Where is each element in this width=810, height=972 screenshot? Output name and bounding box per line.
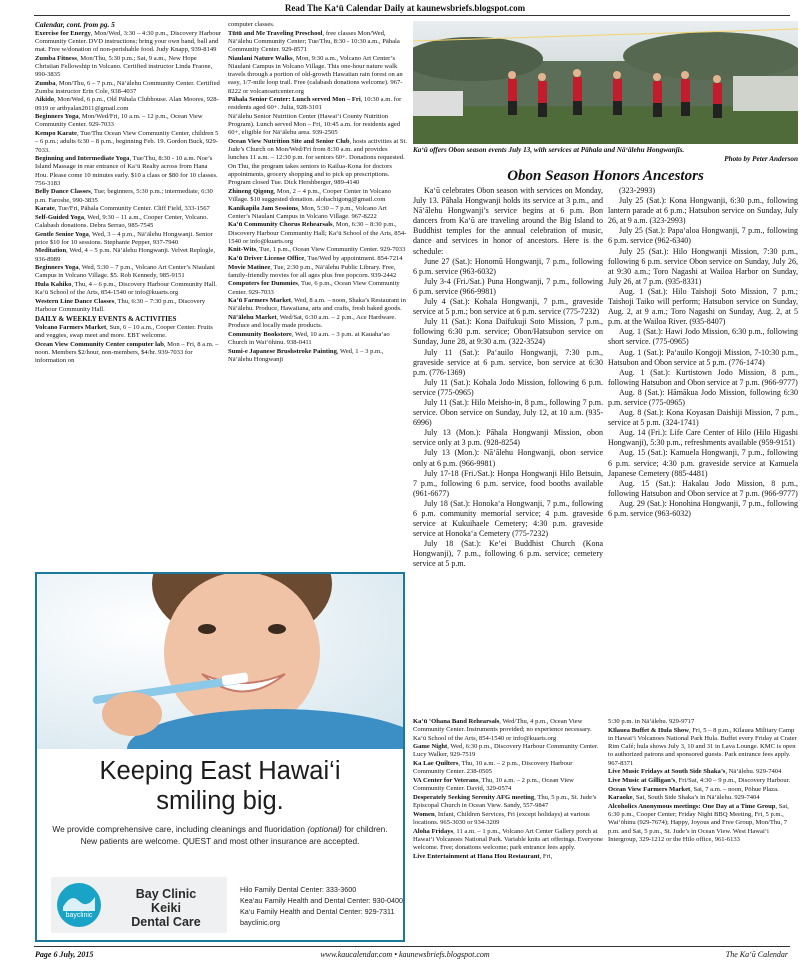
list-item: Aug. 15 (Sat.): Kamuela Hongwanji, 7 p.m., following 6 p.m. service; 4:30 p.m. graveside service at Kamuela Japanese Cemetery (885-4481) <box>608 448 798 478</box>
list-item: Volcano Farmers Market, Sun, 6 – 10 a.m., Cooper Center. Fruits and veggies, swap meet and more. EBT welcome. <box>35 323 213 339</box>
list-item: Beginners Yoga, Mon/Wed/Fri, 10 a.m. – 12 p.m., Ocean View Community Center. 929-7033 <box>35 113 203 129</box>
calendar-cont-title: Calendar, cont. from pg. 5 <box>35 21 115 29</box>
list-item: Aug. 15 (Sat.): Hakalau Jodo Mission, 8 p.m., following Hatsubon and Obon service at 7 p.m. (966-9777) <box>608 478 798 498</box>
list-item: July 18 (Sat.): Honoka‘a Hongwanji, 7 p.m., following 6 p.m. community memorial service; 4 p.m. graveside service at Kukuihaele Cemetery; 4:30 p.m. graveside service at Honoka‘a Cemetery (775-7232) <box>413 498 603 539</box>
list-item: Tūtū and Me Traveling Preschool, free classes Mon/Wed, Nā‘ālehu Community Center; Tue/Thu, 8:30 - 10:30 a.m., Pāhala Community Center. 929-8571 <box>228 29 400 54</box>
list-item: Gentle Senior Yoga, Wed, 3 – 4 p.m., Nā‘ālehu Hongwanji. Senior price $10 for 10 sessions. Stephanie Pepper, 937-7940 <box>35 230 213 246</box>
calendar-column-3 <box>413 718 603 944</box>
daily-weekly-heading: DAILY & WEEKLY EVENTS & ACTIVITIES <box>35 315 177 324</box>
list-item: Desperately Seeking Serenity AFG meeting, Thu, 5 p.m., St. Jude’s Episcopal Church in Ocean View. Sandy, 557-9847 <box>413 793 597 810</box>
ad-body-part-1: We provide comprehensive care, including cleanings and fluoridation <box>52 824 305 834</box>
list-item: Ocean View Community Center computer lab, Mon – Fri, 8 a.m. – noon. Members $2/hour, non-members, $4/hr. 939-7033 for information on <box>35 340 219 365</box>
obon-article-column-1 <box>413 186 603 706</box>
list-item: July 3-4 (Fri./Sat.) Puna Hongwanji, 7 p.m., following 6 p.m. service (966-9981) <box>413 276 603 296</box>
ad-contact-line: Kea‘au Family Health and Dental Center: 930-0400 <box>240 896 404 905</box>
list-item: Nā‘ālehu Senior Nutrition Center (Hawai‘i County Nutrition Program). Lunch served Mon – Fri, 10:45 a.m. for residents aged 60+, eligible for Nā‘ālehu area. 939-2505 <box>228 112 401 137</box>
photo-credit: Photo by Peter Anderson <box>724 155 798 163</box>
list-item: Aloha Fridays, 11 a.m. – 1 p.m., Volcano Art Center Gallery porch at Hawai‘i Volcanoes National Park. Variable knits art offerings. Everyone welcome. Free; donations welcome; park entrance fees apply. <box>413 827 603 852</box>
list-item: Zhineng Qigong, Mon, 2 – 4 p.m., Cooper Center in Volcano Village. $10 suggested donation. alohachigong@gmail.com <box>228 187 391 204</box>
list-item: Women, Infant, Children Services, Fri (except holidays) at various locations. 965-3030 or 934-3209 <box>413 810 590 827</box>
list-item: June 27 (Sat.): Honomū Hongwanji, 7 p.m., following 6 p.m. service (963-6032) <box>413 256 603 276</box>
list-item: Sumi-e Japanese Brushstroke Painting, Wed, 1 – 3 p.m., Nā‘ālehu Hongwanji <box>228 347 384 363</box>
list-item: Pāhala Senior Center: Lunch served Mon – Fri, 10:30 a.m. for residents aged 60+. Julia, 928-3101 <box>228 96 402 112</box>
list-item: Aug. 8 (Sat.): Kona Koyasan Daishiji Mission, 7 p.m., service at 5 p.m. (324-1741) <box>608 408 798 428</box>
list-item: Live Entertainment at Hana Hou Restaurant, Fri, <box>413 852 553 860</box>
obon-photo-illustration <box>413 21 798 144</box>
list-item: Exercise for Energy, Mon/Wed, 3:30 – 4:30 p.m., Discovery Harbour Community Center. DVD instructions; bring your own band, ball and mat. Free w/donation of non-perishable food. Judy Knapp, 939-8149 <box>35 29 222 54</box>
list-item: July 11 (Sat.): Kona Daifukuji Soto Mission, 7 p.m., following 6:30 p.m. service; Obon/Hatsubon service on Sunday, June 28, at 9:30 a.m. (322-3524) <box>413 317 603 347</box>
list-item: Community Bookstore, Wed, 10 a.m. – 3 p.m. at Kauaha‘ao Church in Wai‘ōhinu. 938-0411 <box>228 330 390 346</box>
obon-article-column-2 <box>608 186 798 706</box>
brand-line-1: Bay Clinic <box>135 887 197 901</box>
bay-clinic-brand <box>111 887 221 929</box>
list-item: Zumba Fitness, Mon/Thu, 5:30 p.m.; Sat, 9 a.m., New Hope Christian Fellowship in Volcano. Certified instructor Linda Fraone, 990-3835 <box>35 54 213 79</box>
list-item: Aug. 1 (Sat.): Hilo Taishoji Soto Mission, 7 p.m.; Taishoji Taiko will perform; Hatsubon service on Sunday, Aug. 2, at 9 a.m.; Toro Nagashi on Sunday, Aug. 2, at 5 p.m. at the Wailoa River. (935-8407) <box>608 286 798 327</box>
list-item: Aug. 29 (Sat.): Honohina Hongwanji, 7 p.m., following 6 p.m. service (963-6032) <box>608 498 798 518</box>
obon-dancers-photo <box>413 21 798 144</box>
list-item: July 25 (Sat.): Papa‘aloa Hongwanji, 7 p.m., following 6 p.m. service (962-6340) <box>608 226 798 246</box>
list-item: Nā‘ālehu Market, Wed/Sat, 6:30 a.m. – 2 p.m., Ace Hardware. Produce and locally made products. <box>228 313 397 330</box>
bay-clinic-logo-box <box>51 877 227 933</box>
list-item: Ka‘ū Community Chorus Rehearsals, Mon, 6:30 – 8:30 p.m., Discovery Harbour Community Hall; Ka‘ū School of the Arts, 854-1540 or info@kuarts.org <box>228 221 407 245</box>
list-item: Aug. 1 (Sat.): Hawi Jodo Mission, 6:30 p.m., following short service. (775-0965) <box>608 327 798 347</box>
list-item: (323-2993) <box>619 186 655 195</box>
list-item: Live Music at Gilligan’s, Fri/Sat, 4:30 – 9 p.m., Discovery Harbour. <box>608 776 791 784</box>
list-item: Zumba, Mon/Thu, 6 – 7 p.m., Nā‘ālehu Community Center. Certified Zumba instructor Erin Cole, 938-4037 <box>35 79 220 95</box>
list-item: VA Center for Veterans, Thu, 10 a.m. – 2 p.m., Ocean View Community Center. David, 329-0574 <box>413 776 574 793</box>
list-item: Computers for Dummies, Tue, 6 p.m., Ocean View Community Center. 929-7033 <box>228 280 400 296</box>
list-item: Kanikapila Jam Sessions, Mon, 5:30 – 7 p.m., Volcano Art Center’s Niaulani Campus in Volcano Village. 967-8222 <box>228 204 387 220</box>
ad-headline-line-1: Keeping East Hawai‘i <box>99 757 341 785</box>
bay-clinic-ad <box>35 572 405 942</box>
list-item: Movie Matinee, Tue, 2:30 p.m., Nā‘ālehu Public Library. Free, family-friendly movies for all ages plus free popcorn. 939-2442 <box>228 263 397 279</box>
list-item: Aug. 8 (Sat.): Hāmākua Jodo Mission, following 6:30 p.m. service (775-0965) <box>608 387 798 407</box>
ad-contact-line[interactable]: bayclinic.org <box>240 918 280 927</box>
ad-body-part-2: for children. New patients are welcome. QUEST and most other insurance are accepted. <box>80 824 388 846</box>
list-item: July 25 (Sat.): Hilo Hongwanji Mission, 7:30 p.m., following 6 p.m. service Obon service on Sunday, July 26, at 9:30 a.m.; Toro Nagashi at Wailoa Harbor on Sunday, July 26, at 7 p.m. (935-8331) <box>608 246 798 286</box>
list-item: Beginners Yoga, Wed, 5:30 – 7 p.m., Volcano Art Center’s Niaulani Campus in Volcano Village. $5. Rob Kennedy, 985-9151 <box>35 264 215 280</box>
list-item: Aikido, Mon/Wed, 6 p.m., Old Pāhala Clubhouse. Alan Moores, 928-0919 or artbyalan2011@gmail.com <box>35 96 219 112</box>
list-item: July 13 (Mon.): Pāhala Hongwanji Mission, obon service only at 3 p.m. (928-8254) <box>413 428 603 448</box>
ad-headline-line-2: smiling big. <box>156 787 284 815</box>
list-item: July 13 (Mon.): Nā‘ālehu Hongwanji, obon service only at 6 p.m. (966-9981) <box>413 448 603 468</box>
bay-clinic-logo-text: bayclinic <box>65 912 93 919</box>
calendar-column-4 <box>608 718 798 944</box>
footer-urls: www.kaucalendar.com • kaunewsbriefs.blogspot.com <box>320 950 490 959</box>
ad-contact-line: Ka‘u Family Health and Dental Center: 929-7311 <box>240 907 395 916</box>
list-item: Belly Dance Classes, Tue; beginners, 5:30 p.m.; intermediate, 6:30 p.m. Faroshe, 990-3835 <box>35 188 213 204</box>
list-item: July 11 (Sat.): Pa‘auilo Hongwanji, 7:30 p.m., graveside service at 6 p.m. service, bon service at 6:30 p.m. (776-1369) <box>413 347 603 377</box>
list-item: Ka‘ū celebrates Obon season with services on Monday, July 13. Pāhala Hongwanji holds its service at 3 p.m., and Nā‘ālehu Hongwanji’s service begins at 6 p.m. Bon dancers from Ka‘ū are traveling around the Big Island to Buddhist temples for the annual celebration of music, dance and services in honor of ancestors. Here is the schedule: <box>413 186 603 256</box>
brand-line-3: Dental Care <box>131 915 201 929</box>
list-item: July 25 (Sat.): Kona Hongwanji, 6:30 p.m., following lantern parade at 6 p.m.; Hatsubon service on Sunday, July 26, at 9 a.m. (323-2993) <box>608 196 798 226</box>
list-item: Aug. 14 (Fri.): Life Care Center of Hilo (Hilo Higashi Hongwanji), 5:30 p.m., refreshments available (959-9151) <box>608 428 798 448</box>
ad-contact-line: Hilo Family Dental Center: 333-3600 <box>240 885 357 894</box>
footer-page-date: Page 6 July, 2015 <box>35 950 94 959</box>
ad-body-optional: (optional) <box>307 824 342 834</box>
smiling-child-illustration <box>37 574 403 749</box>
list-item: Karaoke, Sat, South Side Shaka’s in Nā‘ālehu. 929-7404 <box>608 794 760 802</box>
list-item: July 11 (Sat.): Kohala Jodo Mission, following 6 p.m. service (775-0965) <box>413 377 603 397</box>
footer-paper-name: The Ka‘ū Calendar <box>725 950 788 959</box>
photo-caption <box>413 146 798 164</box>
list-item: Kempo Karate, Tue/Thu Ocean View Community Center, children 5 – 6 p.m.; adults 6:30 – 8 p.m., beginning Feb. 19. Gordon Buck, 929-7033. <box>35 130 219 154</box>
calendar-column-2 <box>228 21 409 565</box>
ad-body-text <box>51 824 389 847</box>
list-item: July 18 (Sat.): Ke‘ei Buddhist Church (Kona Hongwanji), 7 p.m., following 6 p.m. service; cemetery service at 5 p.m. <box>413 539 603 569</box>
wave-icon <box>57 883 101 927</box>
list-item: Ka‘ū Farmers Market, Wed, 8 a.m. – noon, Shaka’s Restaurant in Nā‘ālehu. Produce, Hawaiiana, arts and crafts, fresh baked goods. <box>228 297 406 313</box>
photo-caption-text: Ka‘ū offers Obon season events July 13, with services at Pāhala and Nā‘ālehu Hongwanjis. <box>413 146 685 154</box>
calendar-column-1 <box>35 21 222 565</box>
calendar-list-1 <box>35 30 222 315</box>
list-item: Western Line Dance Classes, Thu, 6:30 – 7:30 p.m., Discovery Harbour Community Hall. <box>35 297 206 313</box>
list-item: Hula Kahiko, Thu, 4 – 6 p.m., Discovery Harbour Community Hall. Ka‘ū School of the Arts, 854-1540 or info@kuarts.org <box>35 280 217 297</box>
header-rule <box>34 15 790 16</box>
list-item: Live Music Fridays at South Side Shaka’s, Nā‘ālehu. 929-7404 <box>608 768 782 776</box>
list-item: July 4 (Sat.): Kohala Hongwanji, 7 p.m., graveside service at 5 p.m.; bon service at 6 p.m. service (775-7232) <box>413 297 603 317</box>
ad-headline <box>37 756 403 816</box>
footer-rule <box>34 946 790 947</box>
list-item: July 17-18 (Fri./Sat.): Honpa Hongwanji Hilo Betsuin, 7 p.m., following 6 p.m. service, food booths available (961-6677) <box>413 468 603 498</box>
list-item: Niaulani Nature Walks, Mon, 9:30 a.m., Volcano Art Center’s Niaulani Campus in Volcano Village. This one-hour nature walk travels through a portion of old-growth Hawaiian rain forest on an easy, 1/7-mile loop trail. Free (calabash donations welcome). 967-8222 or volcanoartcenter.org <box>228 54 403 95</box>
list-item: Ocean View Nutrition Site and Senior Club, hosts activities at St. Jude’s Church on Mon/Wed/Fri from 8:30 a.m. and provides lunches 11 a.m. – 12:30 p.m. for seniors 60+. Donations requested. On Thu, the program takes seniors to Kailua-Kona for doctors appointments, grocery shopping and to pick up prescriptions. Program closed Tue. Dick Hershberger, 989-4140 <box>228 137 408 187</box>
list-item: Ocean View Farmers Market, Sat, 7 a.m. – noon, Pōhue Plaza. <box>608 785 779 793</box>
list-item: Ka‘ū ‘Ohana Band Rehearsals, Wed/Thu, 4 p.m., Ocean View Community Center. Instruments provided; no experience necessary. Ka‘ū School of the Arts, 854-1540 or info@kuarts.org <box>413 718 592 742</box>
list-item: 5:30 p.m. in Nā‘ālehu. 929-9717 <box>608 718 695 725</box>
list-item: Kīlauea Buffet & Hula Show, Fri, 5 – 8 p.m., Kīlauea Military Camp in Hawai‘i Volcanoes National Park Hula. Buffet every Friday at Crater Rim Café; hula shows July 3, 10 and 31 in Lava Lounge. KMC is open to authorized patrons and sponsored guests. Park entrance fees apply. 967-8371 <box>608 726 797 767</box>
calendar-list-3 <box>228 21 409 364</box>
list-item: July 11 (Sat.): Hilo Meisho-in, 8 p.m., following 7 p.m. service. Obon service on Sunday, July 12, at 10 a.m. (935-6996) <box>413 397 603 428</box>
bay-clinic-logo-icon <box>57 883 101 927</box>
list-item: Game Night, Wed, 6:30 p.m., Discovery Harbour Community Center. Lucy Walker, 929-7519 <box>413 743 599 759</box>
brand-line-2: Keiki <box>151 901 181 915</box>
list-item: Knit-Wits, Tue, 1 p.m., Ocean View Community Center. 929-7033 <box>228 246 406 254</box>
list-item: Karate, Tue/Fri, Pāhala Community Center. Cliff Field, 333-1567 <box>35 205 210 213</box>
list-item: computer classes. <box>228 21 275 28</box>
obon-article-title: Obon Season Honors Ancestors <box>507 168 704 184</box>
list-item: Self-Guided Yoga, Wed, 9:30 – 11 a.m., Cooper Center, Volcano. Calabash donations. Debra Serrao, 985-7545 <box>35 213 209 229</box>
calendar-list-2 <box>35 324 222 366</box>
list-item: Beginning and Intermediate Yoga, Tue/Thu, 8:30 - 10 a.m. Noe’s Island Massage in rear entrance of Ka‘ū Realty across from Hana Hou. Please come 10 minutes early. $10 a class or $80 for 10 classes. 756-3183 <box>35 155 218 187</box>
list-item: Alcoholics Anonymous meetings: One Day at a Time Group, Sat, 6:30 p.m., Cooper Center; Friday Night BBQ Meeting, Fri, 5 p.m., Wai‘ōhinu (929-7674); Happy, Joyous and Free Group, Mon/Thu, 7 p.m. and Sat, 5 p.m., St. Jude’s in Ocean View. West Hawai‘i Intergroup, 329-1212 or the Hilo office, 961-6133 <box>608 802 789 843</box>
list-item: Meditation, Wed, 4 – 5 p.m. Nā‘ālehu Hongwanji. Velvet Replogle, 936-8989 <box>35 247 215 263</box>
list-item: Ka Lae Quilters, Thu, 10 a.m. – 2 p.m., Discovery Harbour Community Center. 238-0505 <box>413 760 573 776</box>
list-item: Ka‘ū Driver License Office, Tue/Wed by appointment. 854-7214 <box>228 254 403 262</box>
page-header: Read The Ka‘ū Calendar Daily at kaunewsbriefs.blogspot.com <box>284 3 526 13</box>
list-item: Aug. 1 (Sat.): Pa‘auilo Kongoji Mission, 7-10:30 p.m., Hatsubon and Obon service at 5 p.m. (776-1474) <box>608 347 798 367</box>
ad-contact-list <box>240 884 403 928</box>
list-item: Aug. 1 (Sat.): Kurtistown Jodo Mission, 8 p.m., following Hatsubon and Obon service at 7 p.m. (966-9777) <box>608 367 798 387</box>
